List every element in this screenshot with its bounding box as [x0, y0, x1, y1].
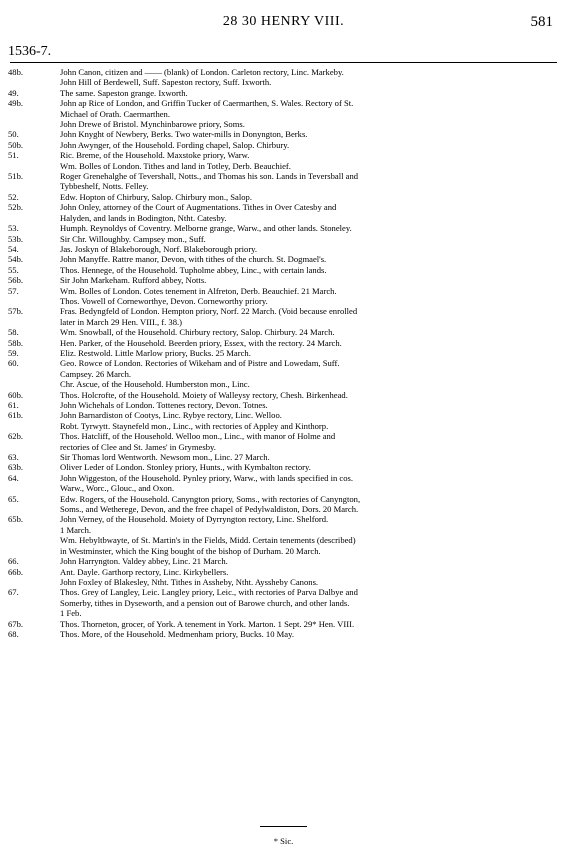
entry-row: [0, 265, 567, 275]
entry-text: [60, 67, 567, 88]
entry-row: [0, 494, 567, 515]
entry-text: [60, 275, 567, 285]
entry-line: John Wiggeston, of the Household. Pynley priory, Warw., with lands specified in cos.: [60, 472, 354, 483]
entry-folio-number: 67b.: [8, 618, 24, 629]
year-label: 1536-7.: [8, 44, 52, 59]
entry-line: 1 March.: [60, 524, 92, 535]
entry-text: [60, 567, 567, 588]
entry-text: [60, 234, 567, 244]
entry-line: Thos. Vowell of Corneworthye, Devon. Corneworthy priory.: [60, 295, 268, 306]
entry-text: [60, 286, 567, 307]
entry-row: [0, 244, 567, 254]
entry-line: Somerby, tithes in Dyseworth, and a pension out of Barowe church, and other lands.: [60, 597, 350, 608]
entry-line: Halyden, and lands in Bodington, Ntht. Catesby.: [60, 212, 227, 223]
entry-line: 1 Feb.: [60, 608, 82, 619]
entry-text: [60, 98, 567, 129]
entry-list: [0, 67, 567, 639]
entry-folio-number: 51.: [8, 150, 19, 161]
entry-text: [60, 473, 567, 494]
entry-text: [60, 171, 567, 192]
entry-folio-number: 54b.: [8, 254, 24, 265]
entry-row: [0, 306, 567, 327]
entry-line: Hen. Parker, of the Household. Beerden priory, Essex, with the rectory. 24 March.: [60, 337, 342, 348]
entry-row: [0, 452, 567, 462]
entry-line: Eliz. Restwold. Little Marlow priory, Bucks. 25 March.: [60, 347, 251, 358]
entry-folio-number: 67.: [8, 587, 19, 598]
entry-row: [0, 390, 567, 400]
entry-line: Sir Chr. Willoughby. Campsey mon., Suff.: [60, 233, 206, 244]
entry-line: Thos. More, of the Household. Medmenham priory, Bucks. 10 May.: [60, 628, 294, 639]
entry-row: [0, 567, 567, 588]
entry-row: [0, 400, 567, 410]
entry-text: [60, 629, 567, 639]
entry-text: [60, 619, 567, 629]
entry-text: [60, 587, 567, 618]
entry-line: John Awynger, of the Household. Fording chapel, Salop. Chirbury.: [60, 139, 290, 150]
entry-folio-number: 58b.: [8, 337, 24, 348]
entry-folio-number: 50.: [8, 129, 19, 140]
top-rule: [10, 62, 557, 63]
page-number: 581: [530, 14, 553, 30]
entry-line: Thos. Hennege, of the Household. Tupholme abbey, Linc., with certain lands.: [60, 264, 327, 275]
entry-line: Chr. Ascue, of the Household. Humberston mon., Linc.: [60, 379, 250, 390]
entry-row: [0, 431, 567, 452]
entry-folio-number: 54.: [8, 243, 19, 254]
entry-text: [60, 306, 567, 327]
entry-folio-number: 65b.: [8, 514, 24, 525]
entry-row: [0, 629, 567, 639]
entry-text: [60, 410, 567, 431]
footnote-rule: [260, 826, 307, 827]
entry-line: John Harryngton. Valdey abbey, Linc. 21 March.: [60, 556, 228, 567]
entry-text: [60, 556, 567, 566]
entry-line: rectories of Clee and St. James' in Grymesby.: [60, 441, 216, 452]
entry-row: [0, 327, 567, 337]
entry-row: [0, 275, 567, 285]
entry-text: [60, 265, 567, 275]
entry-folio-number: 60.: [8, 358, 19, 369]
entry-row: [0, 202, 567, 223]
entry-line: Geo. Rowce of London. Rectories of Wikeham and of Pistre and Lowedam, Suff.: [60, 358, 340, 369]
entry-folio-number: 51b.: [8, 171, 24, 182]
entry-line: John Foxley of Blakesley, Ntht. Tithes in Assheby, Ntht. Ayssheby Canons.: [60, 576, 319, 587]
entry-line: Michael of Orath. Caermarthen.: [60, 108, 171, 119]
running-head: 28 30 HENRY VIII.: [222, 14, 345, 29]
entry-folio-number: 66.: [8, 556, 19, 567]
entry-row: [0, 171, 567, 192]
entry-line: Robt. Tyrwytt. Staynefeld mon., Linc., with rectories of Appley and Kinthorp.: [60, 420, 329, 431]
entry-line: Fras. Bedyngfeld of London. Hempton priory, Norf. 22 March. (Void because enrolled: [60, 306, 358, 317]
entry-folio-number: 49b.: [8, 98, 24, 109]
page-header: [0, 14, 567, 34]
entry-row: [0, 129, 567, 139]
entry-row: [0, 254, 567, 264]
entry-line: Thos. Holcrofte, of the Household. Moiety of Walleysy rectory, Chesh. Birkenhead.: [60, 389, 348, 400]
entry-line: Wm. Bolles of London. Cotes tenement in Alfreton, Derb. Beauchief. 21 March.: [60, 285, 337, 296]
entry-row: [0, 338, 567, 348]
entry-row: [0, 410, 567, 431]
entry-line: John Onley, attorney of the Court of Augmentations. Tithes in Over Catesby and: [60, 202, 337, 213]
entry-row: [0, 150, 567, 171]
entry-folio-number: 57.: [8, 285, 19, 296]
entry-text: [60, 514, 567, 556]
entry-folio-number: 53b.: [8, 233, 24, 244]
entry-folio-number: 55.: [8, 264, 19, 275]
entry-line: Sir John Markeham. Rufford abbey, Notts.: [60, 275, 207, 286]
entry-folio-number: 56b.: [8, 275, 24, 286]
entry-folio-number: 60b.: [8, 389, 24, 400]
entry-folio-number: 68.: [8, 628, 19, 639]
entry-folio-number: 57b.: [8, 306, 24, 317]
entry-folio-number: 53.: [8, 223, 19, 234]
entry-line: Warw., Worc., Glouc., and Oxon.: [60, 483, 175, 494]
entry-line: Humph. Reynoldys of Coventry. Melborne grange, Warw., and other lands. Stoneley.: [60, 223, 352, 234]
entry-line: Tybbeshelf, Notts. Felley.: [60, 181, 149, 192]
entry-text: [60, 223, 567, 233]
entry-line: Campsey. 26 March.: [60, 368, 132, 379]
entry-line: John Hill of Berdewell, Suff. Sapeston rectory, Suff. Ixworth.: [60, 77, 272, 88]
entry-line: Wm. Bolles of London. Tithes and land in Totley, Derb. Beauchief.: [60, 160, 291, 171]
entry-text: [60, 129, 567, 139]
entry-line: John ap Rice of London, and Griffin Tucker of Caermarthen, S. Wales. Rectory of St.: [60, 98, 354, 109]
entry-row: [0, 192, 567, 202]
entry-row: [0, 358, 567, 389]
entry-row: [0, 514, 567, 556]
entry-text: [60, 254, 567, 264]
entry-line: Wm. Snowball, of the Household. Chirbury rectory, Salop. Chirbury. 24 March.: [60, 327, 335, 338]
entry-line: Wm. Hebyltbwayte, of St. Martin's in the Fields, Midd. Certain tenements (described): [60, 535, 356, 546]
entry-text: [60, 400, 567, 410]
entry-folio-number: 66b.: [8, 566, 24, 577]
entry-folio-number: 65.: [8, 493, 19, 504]
entry-line: later in March 29 Hen. VIII., f. 38.): [60, 316, 183, 327]
entry-line: Oliver Leder of London. Stonley priory, Hunts., with Kymbalton rectory.: [60, 462, 311, 473]
entry-line: Edw. Rogers, of the Household. Canyngton priory, Soms., with rectories of Canyngton,: [60, 493, 361, 504]
entry-folio-number: 59.: [8, 347, 19, 358]
entry-line: in Westminster, which the King bought of the bishop of Durham. 20 March.: [60, 545, 321, 556]
entry-row: [0, 88, 567, 98]
entry-text: [60, 494, 567, 515]
entry-row: [0, 587, 567, 618]
entry-text: [60, 140, 567, 150]
entry-line: Ric. Breme, of the Household. Maxstoke priory, Warw.: [60, 150, 250, 161]
entry-row: [0, 462, 567, 472]
entry-text: [60, 202, 567, 223]
entry-folio-number: 49.: [8, 87, 19, 98]
entry-line: Thos. Grey of Langley, Leic. Langley priory, Leic., with rectories of Parva Dalbye and: [60, 587, 358, 598]
entry-text: [60, 327, 567, 337]
entry-row: [0, 223, 567, 233]
entry-line: Jas. Joskyn of Blakeborough, Norf. Blakeborough priory.: [60, 243, 258, 254]
entry-line: The same. Sapeston grange. Ixworth.: [60, 87, 188, 98]
entry-row: [0, 140, 567, 150]
entry-text: [60, 348, 567, 358]
entry-text: [60, 338, 567, 348]
entry-row: [0, 98, 567, 129]
entry-text: [60, 88, 567, 98]
entry-folio-number: 58.: [8, 327, 19, 338]
entry-row: [0, 348, 567, 358]
entry-text: [60, 192, 567, 202]
entry-folio-number: 52b.: [8, 202, 24, 213]
entry-line: John Wichehals of London. Tottenes rectory, Devon. Totnes.: [60, 400, 268, 410]
entry-folio-number: 62b.: [8, 431, 24, 442]
entry-line: Thos. Thorneton, grocer, of York. A tenement in York. Marton. 1 Sept. 29* Hen. VIII.: [60, 618, 355, 629]
entry-folio-number: 61b.: [8, 410, 24, 421]
entry-line: John Drewe of Bristol. Mynchinbarowe priory, Soms.: [60, 119, 245, 130]
entry-row: [0, 473, 567, 494]
entry-folio-number: 61.: [8, 400, 19, 410]
entry-folio-number: 63.: [8, 452, 19, 463]
entry-text: [60, 358, 567, 389]
entry-line: John Canon, citizen and —— (blank) of London. Carleton rectory, Linc. Markeby.: [60, 67, 344, 77]
entry-line: Soms., and Wetherege, Devon, and the free chapel of Pedylwaldiston, Dors. 20 March.: [60, 504, 359, 515]
entry-line: John Barnardiston of Cootys, Linc. Rybye rectory, Linc. Welloo.: [60, 410, 282, 421]
entry-row: [0, 234, 567, 244]
entry-row: [0, 67, 567, 88]
entry-row: [0, 619, 567, 629]
entry-text: [60, 452, 567, 462]
entry-line: Roger Grenehalghe of Tevershall, Notts., and Thomas his son. Lands in Teversball and: [60, 171, 359, 182]
entry-text: [60, 431, 567, 452]
entry-folio-number: 50b.: [8, 139, 24, 150]
entry-line: John Manyffe. Rattre manor, Devon, with tithes of the church. St. Dogmael's.: [60, 254, 327, 265]
entry-row: [0, 556, 567, 566]
entry-text: [60, 462, 567, 472]
entry-folio-number: 64.: [8, 472, 19, 483]
entry-line: John Verney, of the Household. Moiety of Dyrryngton rectory, Linc. Shelford.: [60, 514, 329, 525]
footnote: * Sic.: [273, 836, 294, 846]
entry-line: Sir Thomas lord Wentworth. Newsom mon., Linc. 27 March.: [60, 452, 270, 463]
entry-folio-number: 48b.: [8, 67, 24, 77]
entry-folio-number: 52.: [8, 191, 19, 202]
entry-text: [60, 150, 567, 171]
entry-line: Thos. Hatcliff, of the Household. Welloo mon., Linc., with manor of Holme and: [60, 431, 336, 442]
entry-text: [60, 244, 567, 254]
entry-line: Edw. Hopton of Chirbury, Salop. Chirbury mon., Salop.: [60, 191, 252, 202]
entry-text: [60, 390, 567, 400]
entry-row: [0, 286, 567, 307]
entry-line: Ant. Dayle. Garthorp rectory, Linc. Kirkybellers.: [60, 566, 229, 577]
entry-line: John Knyght of Newbery, Berks. Two water-mills in Donyngton, Berks.: [60, 129, 308, 140]
entry-folio-number: 63b.: [8, 462, 24, 473]
